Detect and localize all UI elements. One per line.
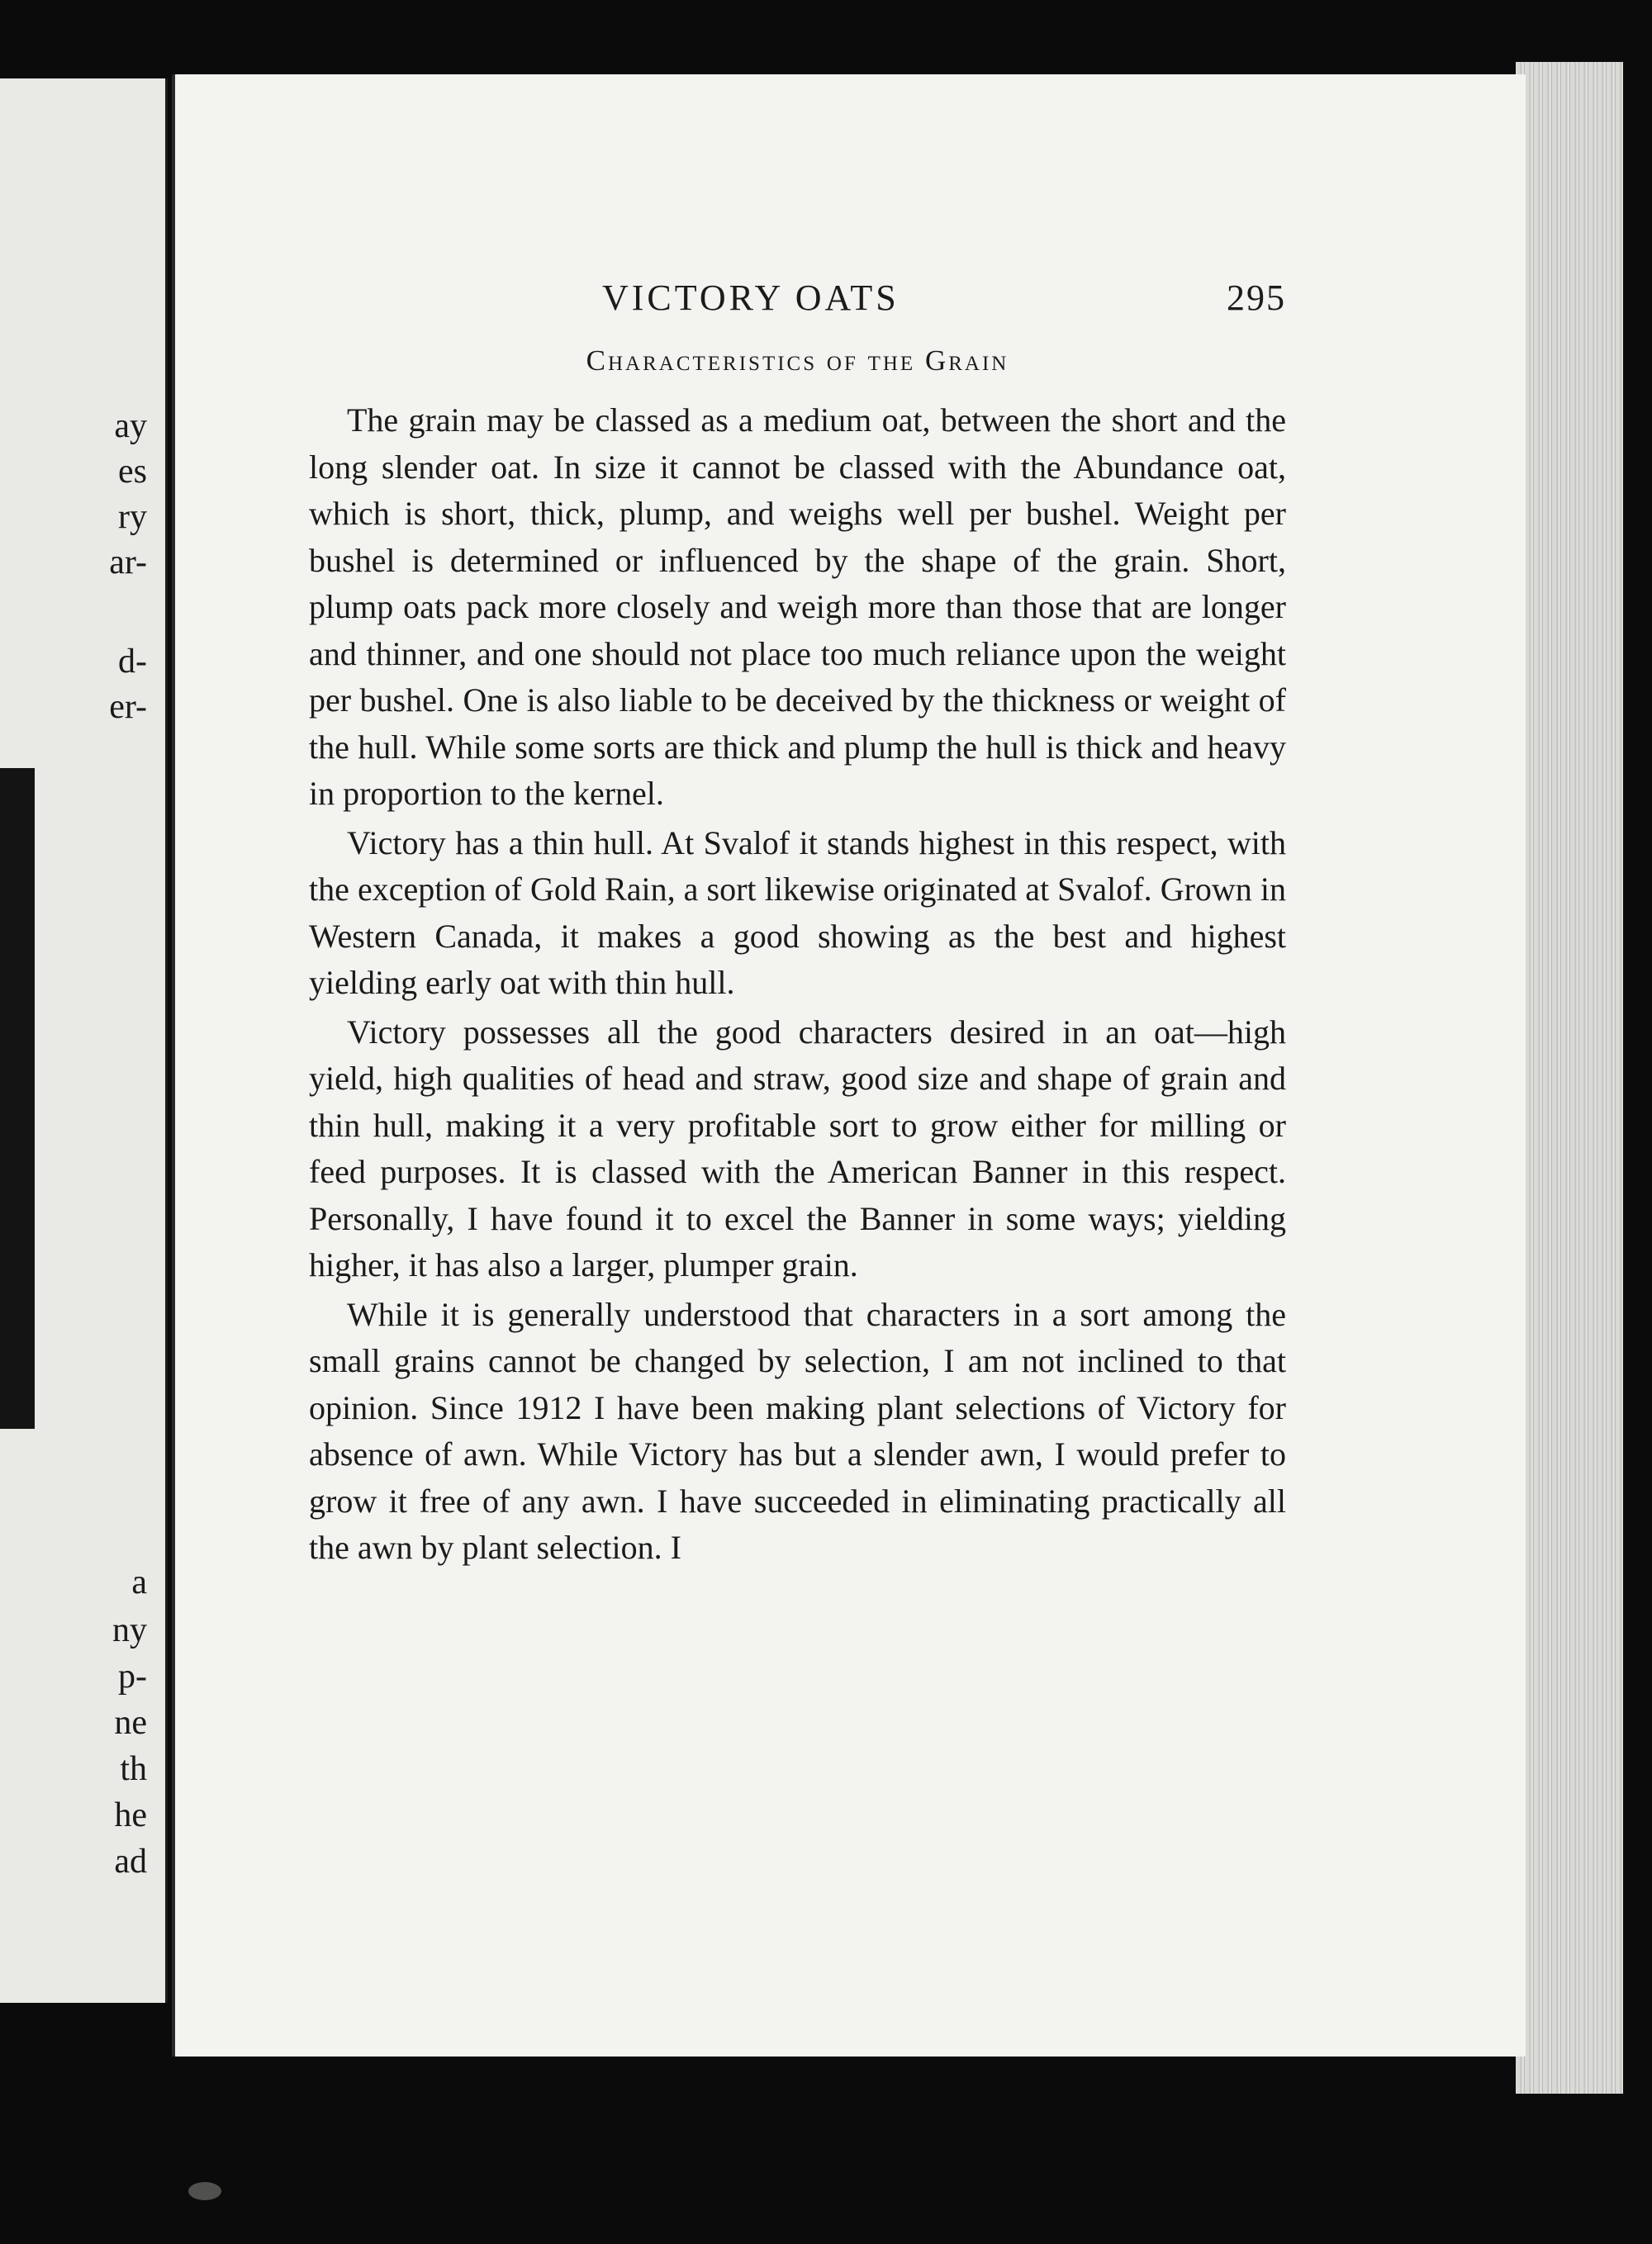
left-fragment: er- (109, 688, 147, 726)
section-heading: Characteristics of the Grain (586, 344, 1009, 377)
running-head (309, 277, 1286, 334)
left-fragment: ay (114, 407, 147, 445)
paragraph: Victory possesses all the good characters desired in an oat—high yield, high qualities of head and straw, good size and shape of grain and thin hull, making it a very profitable sort to grow either for milling or feed purposes. It is classed with the American Banner in this respect. Personally, I have found it to excel the Banner in some ways; yielding higher, it has also a larger, plumper grain. (309, 1013, 1286, 1283)
left-fragment: ad (114, 1843, 147, 1881)
page-content (309, 277, 1286, 1572)
left-facing-page (0, 78, 168, 2003)
left-page-image-block (0, 768, 35, 1429)
left-fragment: ar- (109, 543, 147, 581)
left-fragment: es (118, 453, 147, 491)
ink-blot (188, 2182, 221, 2200)
left-fragment: d- (118, 643, 147, 681)
running-title: VICTORY OATS (602, 278, 900, 318)
body-text (309, 397, 1286, 1572)
left-fragment: he (114, 1796, 147, 1834)
book-page (172, 74, 1526, 2057)
left-fragment: ny (112, 1611, 147, 1649)
paragraph: The grain may be classed as a medium oat, between the short and the long slender oat. In size it cannot be classed with the Abundance oat, which is short, thick, plump, and weighs well per bushel. Weight per bushel is determined or influenced by the shape of the grain. Short, plump oats pack more closely and weigh more than those that are longer and thinner, and one should not place too much reliance upon the weight per bushel. One is also liable to be deceived by the thickness or weight of the hull. While some sorts are thick and plump the hull is thick and heavy in proportion to the kernel. (309, 401, 1286, 812)
left-fragment: ne (114, 1704, 147, 1742)
left-fragment: th (120, 1750, 147, 1788)
left-fragment: ry (118, 498, 147, 536)
paragraph: Victory has a thin hull. At Svalof it stands highest in this respect, with the exception of Gold Rain, a sort likewise originated at Svalof. Grown in Western Canada, it makes a good showing as the best and highest yielding early oat with thin hull. (309, 823, 1286, 1001)
page-edges (1516, 62, 1623, 2094)
left-fragment: p- (118, 1658, 147, 1696)
paragraph: While it is generally understood that characters in a sort among the small grains cannot be changed by selection, I am not inclined to that opinion. Since 1912 I have been making plant selections of Victory for absence of awn. While Victory has but a slender awn, I would prefer to grow it free of any awn. I have succeeded in eliminating practically all the awn by plant selection. I (309, 1295, 1286, 1566)
left-fragment: a (131, 1563, 147, 1601)
page-number: 295 (1227, 278, 1286, 318)
